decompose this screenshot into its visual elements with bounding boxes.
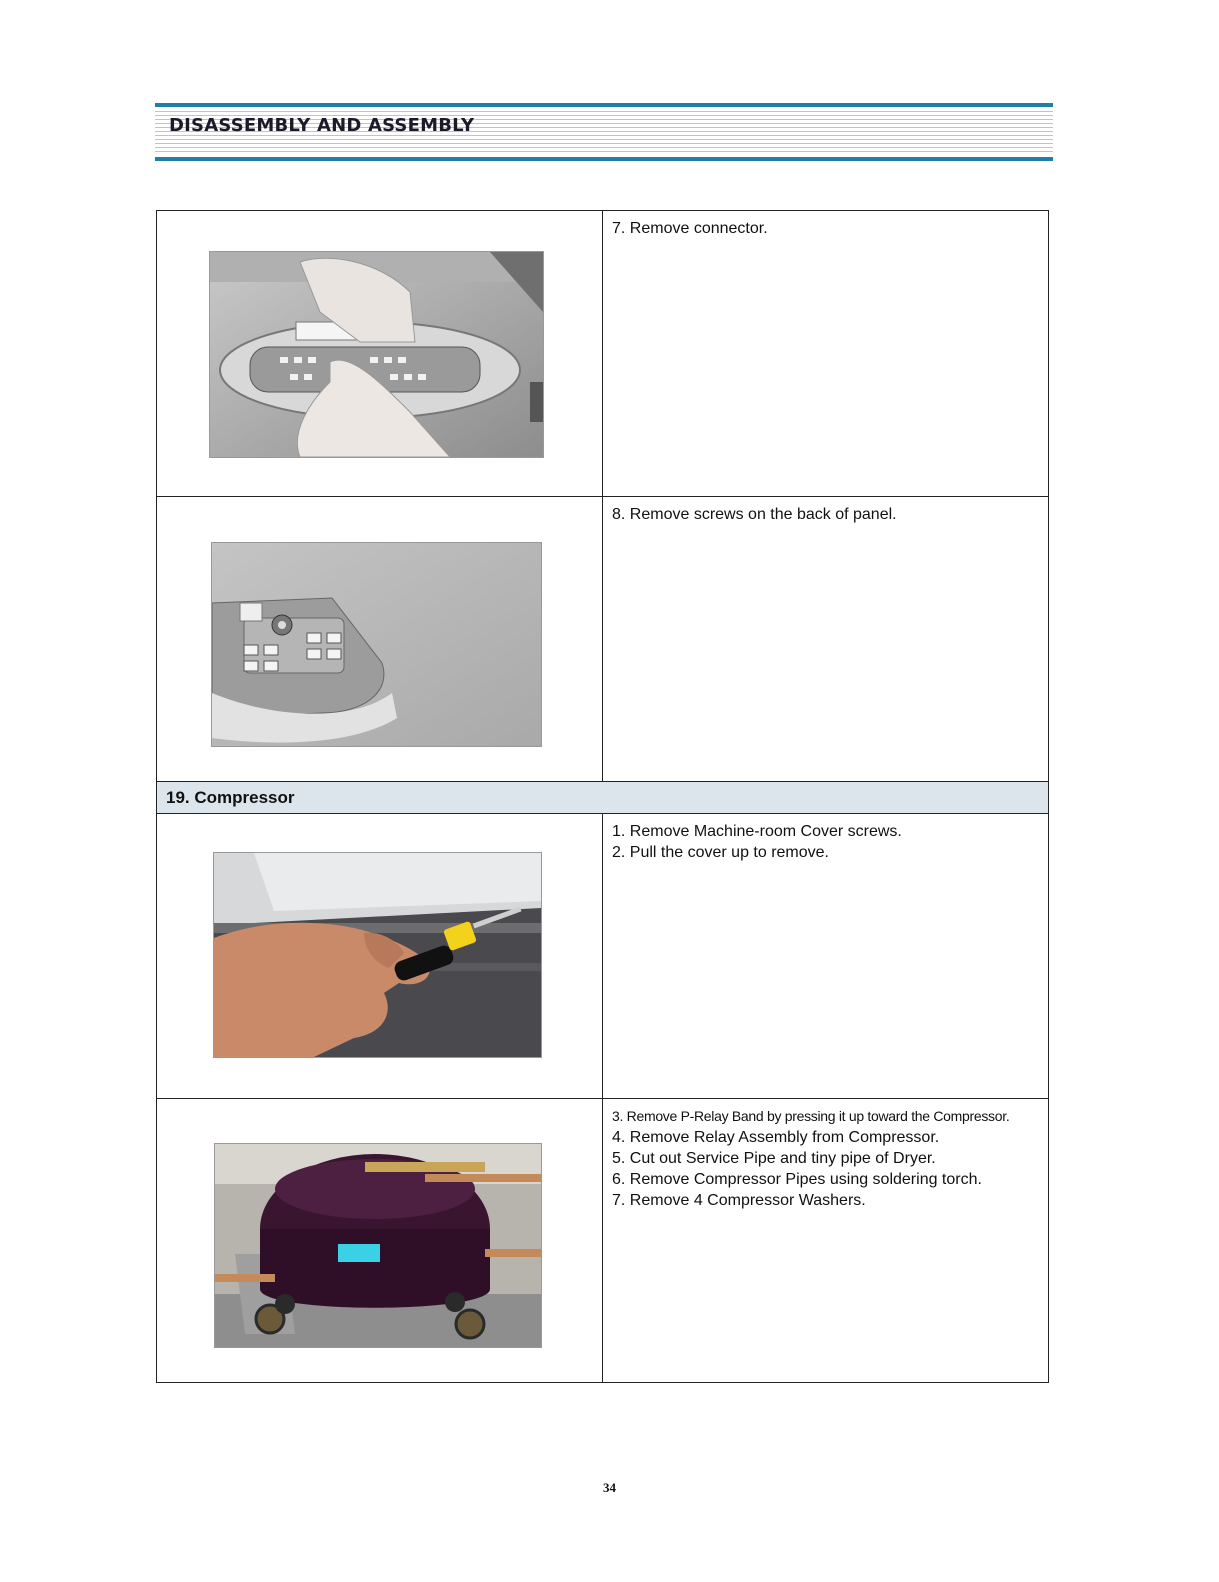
image-cell xyxy=(157,211,603,496)
header-bottom-rule xyxy=(155,157,1053,161)
instruction-line: 6. Remove Compressor Pipes using soldering torch. xyxy=(612,1171,982,1188)
cover-screws-photo xyxy=(213,852,542,1058)
instruction-cell xyxy=(603,1099,1048,1382)
instruction-table xyxy=(156,210,1049,1383)
image-cell xyxy=(157,1099,603,1382)
instruction-line: 8. Remove screws on the back of panel. xyxy=(612,506,897,523)
instruction-line: 7. Remove 4 Compressor Washers. xyxy=(612,1192,866,1209)
table-row xyxy=(157,814,1048,1099)
instruction-line: 3. Remove P-Relay Band by pressing it up toward the Compressor. xyxy=(612,1108,1010,1124)
header-top-rule xyxy=(155,103,1053,107)
table-row xyxy=(157,497,1048,782)
compressor-photo xyxy=(214,1143,542,1348)
instruction-line: 5. Cut out Service Pipe and tiny pipe of Dryer. xyxy=(612,1150,936,1167)
instruction-line: 7. Remove connector. xyxy=(612,220,768,237)
section-heading: 19. Compressor xyxy=(157,782,1048,814)
instruction-cell xyxy=(603,211,1048,496)
table-row xyxy=(157,1099,1048,1382)
table-row xyxy=(157,211,1048,497)
image-cell xyxy=(157,814,603,1098)
image-cell xyxy=(157,497,603,781)
header-title: DISASSEMBLY AND ASSEMBLY xyxy=(169,115,475,136)
instruction-cell xyxy=(603,814,1048,1098)
connector-photo xyxy=(209,251,544,458)
panel-screws-photo xyxy=(211,542,542,747)
instruction-line: 2. Pull the cover up to remove. xyxy=(612,844,829,861)
instruction-line: 4. Remove Relay Assembly from Compressor. xyxy=(612,1129,940,1146)
page-number: 34 xyxy=(603,1480,616,1495)
instruction-line: 1. Remove Machine-room Cover screws. xyxy=(612,823,902,840)
instruction-cell xyxy=(603,497,1048,781)
page-header xyxy=(155,103,1053,161)
